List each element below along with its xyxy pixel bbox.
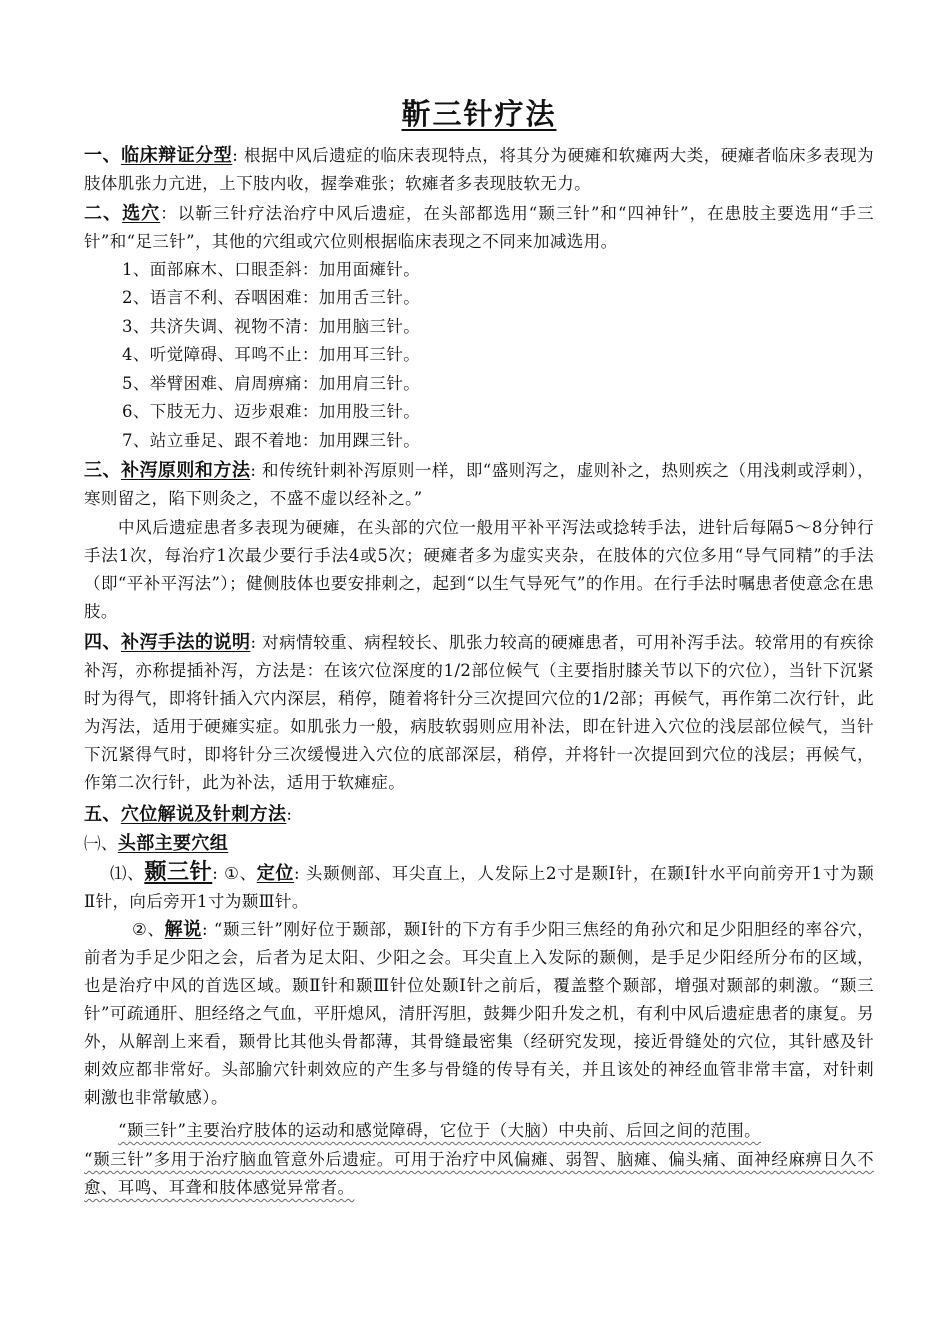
nie-san-zhen-explanation <box>84 916 874 1112</box>
list-item: 4、听觉障碍、耳鸣不止：加用耳三针。 <box>122 345 421 364</box>
explanation-label: 解说 <box>164 919 202 940</box>
list-item: 6、下肢无力、迈步艰难：加用股三针。 <box>122 402 421 421</box>
list-item: 3、共济失调、视物不清：加用脑三针。 <box>122 317 421 336</box>
section-4-number: 四、 <box>84 632 121 653</box>
section-3-number: 三、 <box>84 460 121 481</box>
nie-san-zhen-location <box>84 858 874 916</box>
explanation-text: : “颞三针”刚好位于颞部，颞Ⅰ针的下方有手少阳三焦经的角孙穴和足少阳胆经的率谷穴，前者为手足少阳之会，后者为足太阳、少阳之会。耳尖直上入发际的颞侧，是手足少阳经所分布的区域，也是治疗中风的首选区域。颞Ⅱ针和颞Ⅲ针位处颞Ⅰ针之前后，覆盖整个颞部，增强对颞部的刺激。“颞三针”可疏通肝、胆经络之气血，平肝熄风，清肝泻胆，鼓舞少阳升发之机，有利中风后遗症患者的康复。另外，从解剖上来看，颞骨比其他头骨都薄，其骨缝最密集（经研究发现，接近骨缝处的穴位，其针感及针刺效应都非常好。头部腧穴针刺效应的产生多与骨缝的传导有关，并且该处的神经血管非常丰富，对针刺刺激也非常敏感）。 <box>84 920 874 1107</box>
section-5-heading: 穴位解说及针刺方法 <box>120 804 287 825</box>
document-title: 靳三针疗法 <box>401 97 557 131</box>
section-1-number: 一、 <box>84 145 122 166</box>
section-2-heading: 选穴 <box>122 203 161 224</box>
item-prefix: ⑴、 <box>110 864 145 883</box>
section-1-text: : 根据中风后遗症的临床表现特点，将其分为硬瘫和软瘫两大类，硬瘫者临床多表现为肢体肌张力亢进，上下肢内收，握拳难张；软瘫者多表现肢软无力。 <box>84 146 874 193</box>
indications-text: “颞三针”多用于治疗脑血管意外后遗症。可用于治疗中风偏瘫、弱智、脑瘫、偏头痛、面神经麻痹日久不愈、耳鸣、耳聋和肢体感觉异常者。 <box>84 1150 874 1197</box>
subsection-number: ㈠、 <box>84 834 118 853</box>
section-4-text: : 对病情较重、病程较长、肌张力较高的硬瘫患者，可用补泻手法。较常用的有疾徐补泻，亦称提插补泻，方法是：在该穴位深度的1/2部位候气（主要指肘膝关节以下的穴位），当针下沉紧时为得气，即将针插入穴内深层，稍停，随着将针分三次提回穴位的1/2部；再候气，再作第二次行针，此为泻法，适用于硬瘫实症。如肌张力一般，病肢软弱则应用补法，即在针进入穴位的浅层部位候气，当针下沉紧得气时，即将针分三次缓慢进入穴位的底部深层，稍停，并将针一次提回到穴位的浅层；再候气，作第二次行针，此为补法，适用于软瘫症。 <box>84 633 874 792</box>
section-5-number: 五、 <box>84 804 121 825</box>
section-1-heading: 临床辩证分型 <box>121 145 233 166</box>
section-5-colon: : <box>286 805 293 824</box>
list-item: 7、站立垂足、跟不着地：加用踝三针。 <box>122 431 421 450</box>
list-item: 2、语言不利、吞咽困难：加用舌三针。 <box>122 288 421 307</box>
location-text: : 头颞侧部、耳尖直上，人发际上2寸是颞Ⅰ针，在颞Ⅰ针水平向前旁开1寸为颞Ⅱ针，向后旁开1寸为颞Ⅲ针。 <box>84 864 874 911</box>
section-3-text: : 和传统针刺补泻原则一样，即“盛则泻之，虚则补之，热则疾之（用浅刺或浮刺），寒则留之，陷下则灸之，不盛不虚以经补之。” <box>84 461 874 508</box>
section-4 <box>84 629 874 797</box>
acupoint-name: 颞三针 <box>144 859 213 885</box>
section-3 <box>84 457 874 513</box>
nie-san-zhen-summary <box>84 1117 874 1145</box>
section-2-text: ：以靳三针疗法治疗中风后遗症，在头部都选用“颞三针”和“四神针”，在患肢主要选用“手三针”和“足三针”，其他的穴组或穴位则根据临床表现之不同来加减选用。 <box>84 204 874 251</box>
item-prefix: ②、 <box>132 920 165 939</box>
nie-san-zhen-indications <box>84 1146 874 1202</box>
item-mid: : ①、 <box>212 864 257 883</box>
section-2-number: 二、 <box>84 203 123 224</box>
summary-line-1: “颞三针”主要治疗肢体的运动和感觉障碍，它位于（大脑）中央前、后回之间的范围。 <box>118 1121 761 1140</box>
list-item: 5、举臂困难、肩周痹痛：加用肩三针。 <box>122 374 421 393</box>
list-item: 1、面部麻木、口眼歪斜：加用面瘫针。 <box>122 260 421 279</box>
section-4-heading: 补泻手法的说明 <box>121 632 251 653</box>
subsection-title: 头部主要穴组 <box>117 833 229 854</box>
subsection-heading <box>84 830 874 858</box>
section-3-heading: 补泻原则和方法 <box>120 460 251 481</box>
section-2 <box>84 200 874 256</box>
section-3-paragraph: 中风后遗症患者多表现为硬瘫，在头部的穴位一般用平补平泻法或捻转手法，进针后每隔5～8分钟行手法1次，每治疗1次最少要行手法4或5次；硬瘫者多为虚实夹杂，在肢体的穴位多用“导气同精”的手法（即“平补平泻法”）；健侧肢体也要安排刺之，起到“以生气导死气”的作用。在行手法时嘱患者使意念在患肢。 <box>84 518 874 621</box>
section-5 <box>84 801 874 829</box>
section-1 <box>84 142 874 198</box>
location-label: 定位 <box>256 863 295 884</box>
